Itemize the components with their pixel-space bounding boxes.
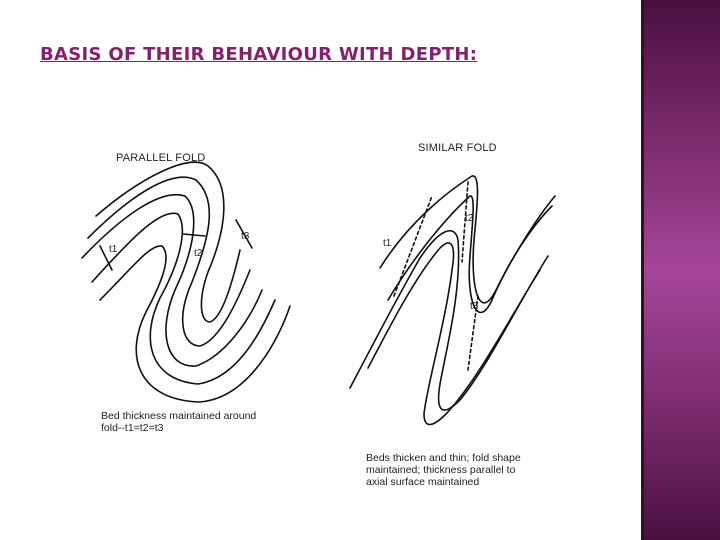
- parallel-fold-title: PARALLEL FOLD: [116, 152, 206, 164]
- similar-fold-caption-line-3: axial surface maintained: [366, 476, 480, 488]
- similar-fold-t3-label: t3: [470, 301, 479, 312]
- parallel-fold-caption-line-1: Bed thickness maintained around: [101, 410, 257, 422]
- slide-title: BASIS OF THEIR BEHAVIOUR WITH DEPTH:: [40, 44, 478, 65]
- similar-fold-title: SIMILAR FOLD: [418, 142, 497, 154]
- similar-fold-caption-line-2: maintained; thickness parallel to: [366, 464, 516, 476]
- similar-fold-t2-label: t2: [465, 213, 474, 224]
- parallel-fold-bed-3: [100, 246, 290, 402]
- parallel-fold-bed-5: [96, 162, 240, 322]
- parallel-fold-caption: [101, 410, 301, 434]
- parallel-fold-t2-label: t2: [194, 248, 203, 259]
- parallel-fold-bed-1: [82, 195, 262, 366]
- similar-fold-bed-2: [350, 231, 548, 410]
- similar-fold-t1-label: t1: [383, 238, 392, 249]
- similar-fold-bed-3: [368, 243, 540, 425]
- parallel-fold-t3-label: t3: [241, 231, 250, 242]
- parallel-fold-caption-line-2: fold--t1=t2=t3: [101, 422, 164, 434]
- decorative-sidebar: [641, 0, 720, 540]
- similar-fold-caption-line-1: Beds thicken and thin; fold shape: [366, 452, 521, 464]
- similar-fold-caption: [366, 452, 566, 488]
- parallel-fold-t1-label: t1: [109, 244, 118, 255]
- parallel-fold-t2-tick: [183, 234, 205, 236]
- sidebar-edge: [641, 0, 644, 540]
